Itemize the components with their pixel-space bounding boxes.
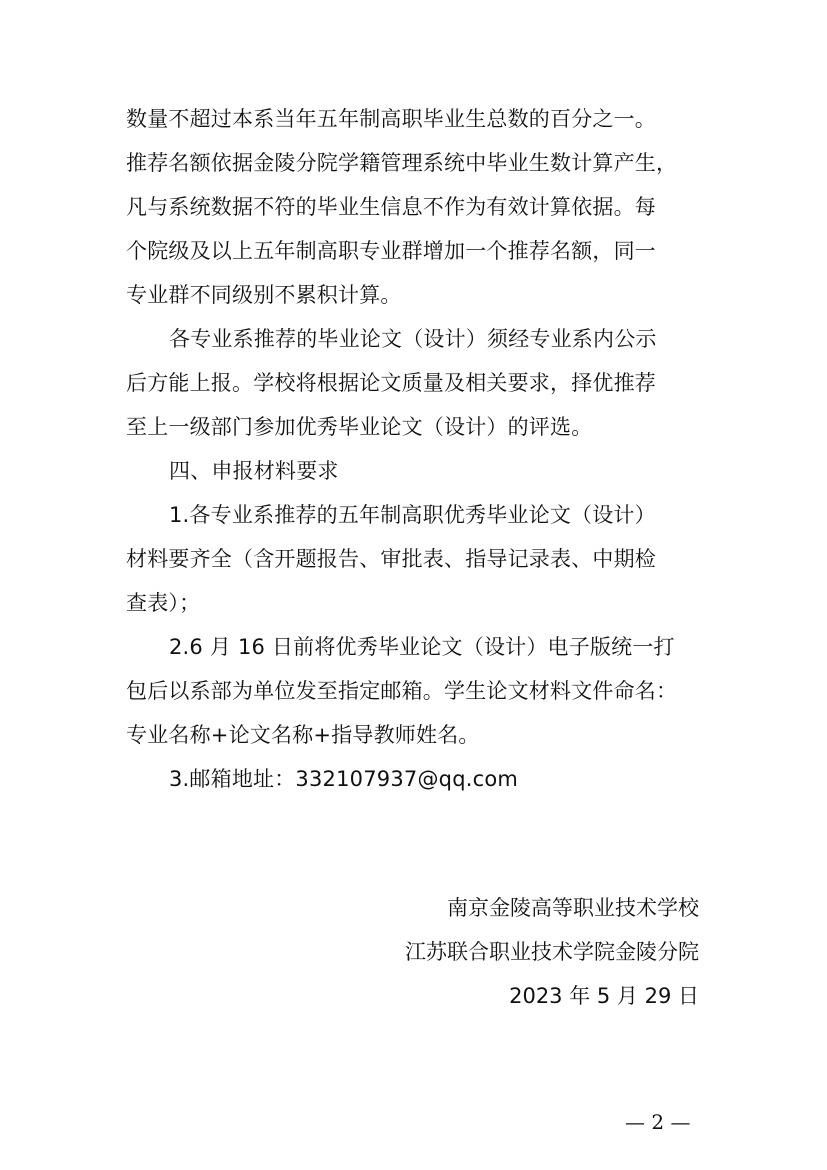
body-line: 各专业系推荐的毕业论文（设计）须经专业系内公示 bbox=[169, 327, 657, 351]
page-number: — 2 — bbox=[625, 1110, 691, 1134]
email-line: 3.邮箱地址：332107937@qq.com bbox=[169, 767, 519, 791]
body-line: 凡与系统数据不符的毕业生信息不作为有效计算依据。每 bbox=[126, 195, 656, 219]
body-line: 查表）； bbox=[126, 591, 201, 615]
signature-date: 2023 年 5 月 29 日 bbox=[509, 984, 699, 1008]
section-heading: 四、申报材料要求 bbox=[169, 459, 339, 483]
body-line: 材料要齐全（含开题报告、审批表、指导记录表、中期检 bbox=[126, 547, 656, 571]
body-line: 至上一级部门参加优秀毕业论文（设计）的评选。 bbox=[126, 415, 593, 439]
body-line: 包后以系部为单位发至指定邮箱。学生论文材料文件命名： bbox=[126, 679, 678, 703]
body-line: 后方能上报。学校将根据论文质量及相关要求，择优推荐 bbox=[126, 371, 656, 395]
body-line: 数量不超过本系当年五年制高职毕业生总数的百分之一。 bbox=[126, 107, 656, 131]
body-line: 专业名称+论文名称+指导教师姓名。 bbox=[126, 723, 480, 747]
signature-college: 江苏联合职业技术学院金陵分院 bbox=[405, 940, 699, 964]
body-line: 推荐名额依据金陵分院学籍管理系统中毕业生数计算产生， bbox=[126, 151, 678, 175]
body-line: 1.各专业系推荐的五年制高职优秀毕业论文（设计） bbox=[169, 503, 656, 527]
body-line: 专业群不同级别不累积计算。 bbox=[126, 283, 402, 307]
signature-school: 南京金陵高等职业技术学校 bbox=[447, 896, 699, 920]
body-line: 个院级及以上五年制高职专业群增加一个推荐名额，同一 bbox=[126, 239, 656, 263]
body-line: 2.6 月 16 日前将优秀毕业论文（设计）电子版统一打 bbox=[169, 635, 675, 659]
